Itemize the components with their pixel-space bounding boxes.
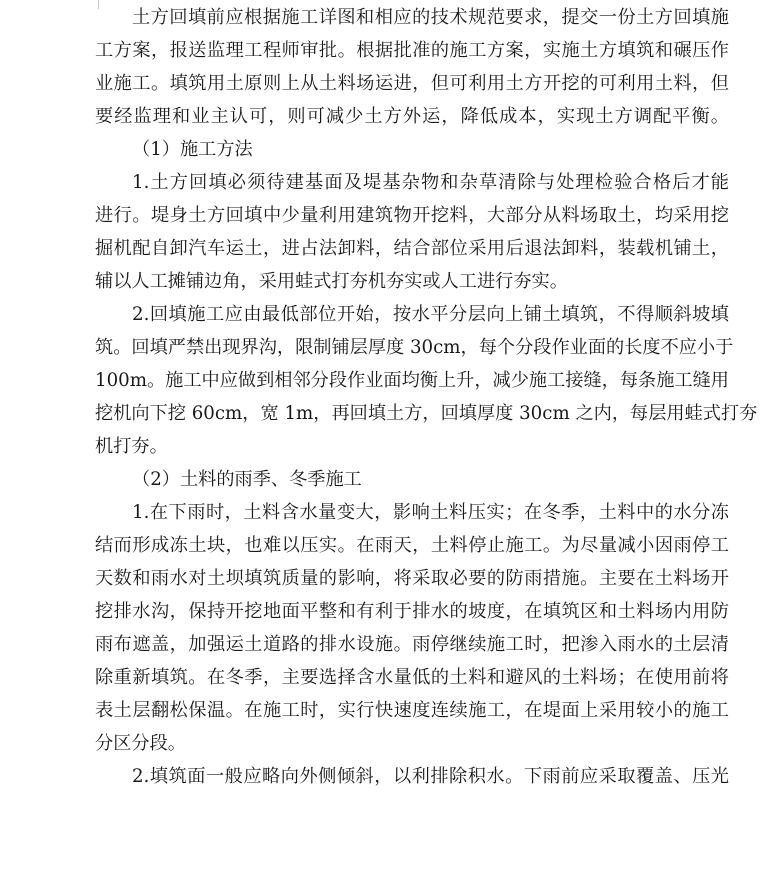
paragraph-line: 筑。回填严禁出现界沟，限制铺层厚度 30cm，每个分段作业面的长度不应小于 xyxy=(95,337,734,358)
page-corner-mark xyxy=(98,0,99,9)
paragraph-line: 1.在下雨时，土料含水量变大，影响土料压实；在冬季，土料中的水分冻 xyxy=(132,502,729,523)
paragraph-line: 表土层翻松保温。在施工时，实行快速度连续施工，在堤面上采用较小的施工 xyxy=(95,700,729,721)
paragraph-line: 结而形成冻土块，也难以压实。在雨天，土料停止施工。为尽量减小因雨停工 xyxy=(95,535,729,556)
paragraph-line: 100m。施工中应做到相邻分段作业面均衡上升，减少施工接缝，每条施工缝用 xyxy=(95,370,729,391)
paragraph-line: 要经监理和业主认可，则可减少土方外运，降低成本，实现土方调配平衡。 xyxy=(95,106,729,127)
paragraph-line: 1.土方回填必须待建基面及堤基杂物和杂草清除与处理检验合格后才能 xyxy=(132,172,729,193)
paragraph-line: 业施工。填筑用土原则上从土料场运进，但可利用土方开挖的可利用土料，但 xyxy=(95,73,729,94)
paragraph-line: 挖机向下挖 60cm，宽 1m，再回填土方，回填厚度 30cm 之内，每层用蛙式打夯 xyxy=(95,403,758,424)
paragraph-line: 雨布遮盖，加强运土道路的排水设施。雨停继续施工时，把渗入雨水的土层清 xyxy=(95,634,729,655)
paragraph-line: 挖排水沟，保持开挖地面平整和有利于排水的坡度，在填筑区和土料场内用防 xyxy=(95,601,729,622)
paragraph-line: 2.填筑面一般应略向外侧倾斜，以利排除积水。下雨前应采取覆盖、压光 xyxy=(132,766,729,787)
paragraph-line: 进行。堤身土方回填中少量利用建筑物开挖料，大部分从料场取土，均采用挖 xyxy=(95,205,729,226)
paragraph-line: 土方回填前应根据施工详图和相应的技术规范要求，提交一份土方回填施 xyxy=(132,7,729,28)
paragraph-line: 2.回填施工应由最低部位开始，按水平分层向上铺土填筑，不得顺斜坡填 xyxy=(132,304,729,325)
paragraph-line: 机打夯。 xyxy=(95,436,168,457)
section-heading: （1）施工方法 xyxy=(132,139,253,160)
paragraph-line: 天数和雨水对土坝填筑质量的影响，将采取必要的防雨措施。主要在土料场开 xyxy=(95,568,729,589)
paragraph-line: 分区分段。 xyxy=(95,733,186,754)
paragraph-line: 除重新填筑。在冬季，主要选择含水量低的土料和避风的土料场；在使用前将 xyxy=(95,667,729,688)
paragraph-line: 工方案，报送监理工程师审批。根据批准的施工方案，实施土方填筑和碾压作 xyxy=(95,40,729,61)
paragraph-line: 掘机配自卸汽车运土，进占法卸料，结合部位采用后退法卸料，装载机铺土， xyxy=(95,238,729,259)
section-heading: （2）土料的雨季、冬季施工 xyxy=(132,469,362,490)
paragraph-line: 辅以人工摊铺边角，采用蛙式打夯机夯实或人工进行夯实。 xyxy=(95,271,568,292)
